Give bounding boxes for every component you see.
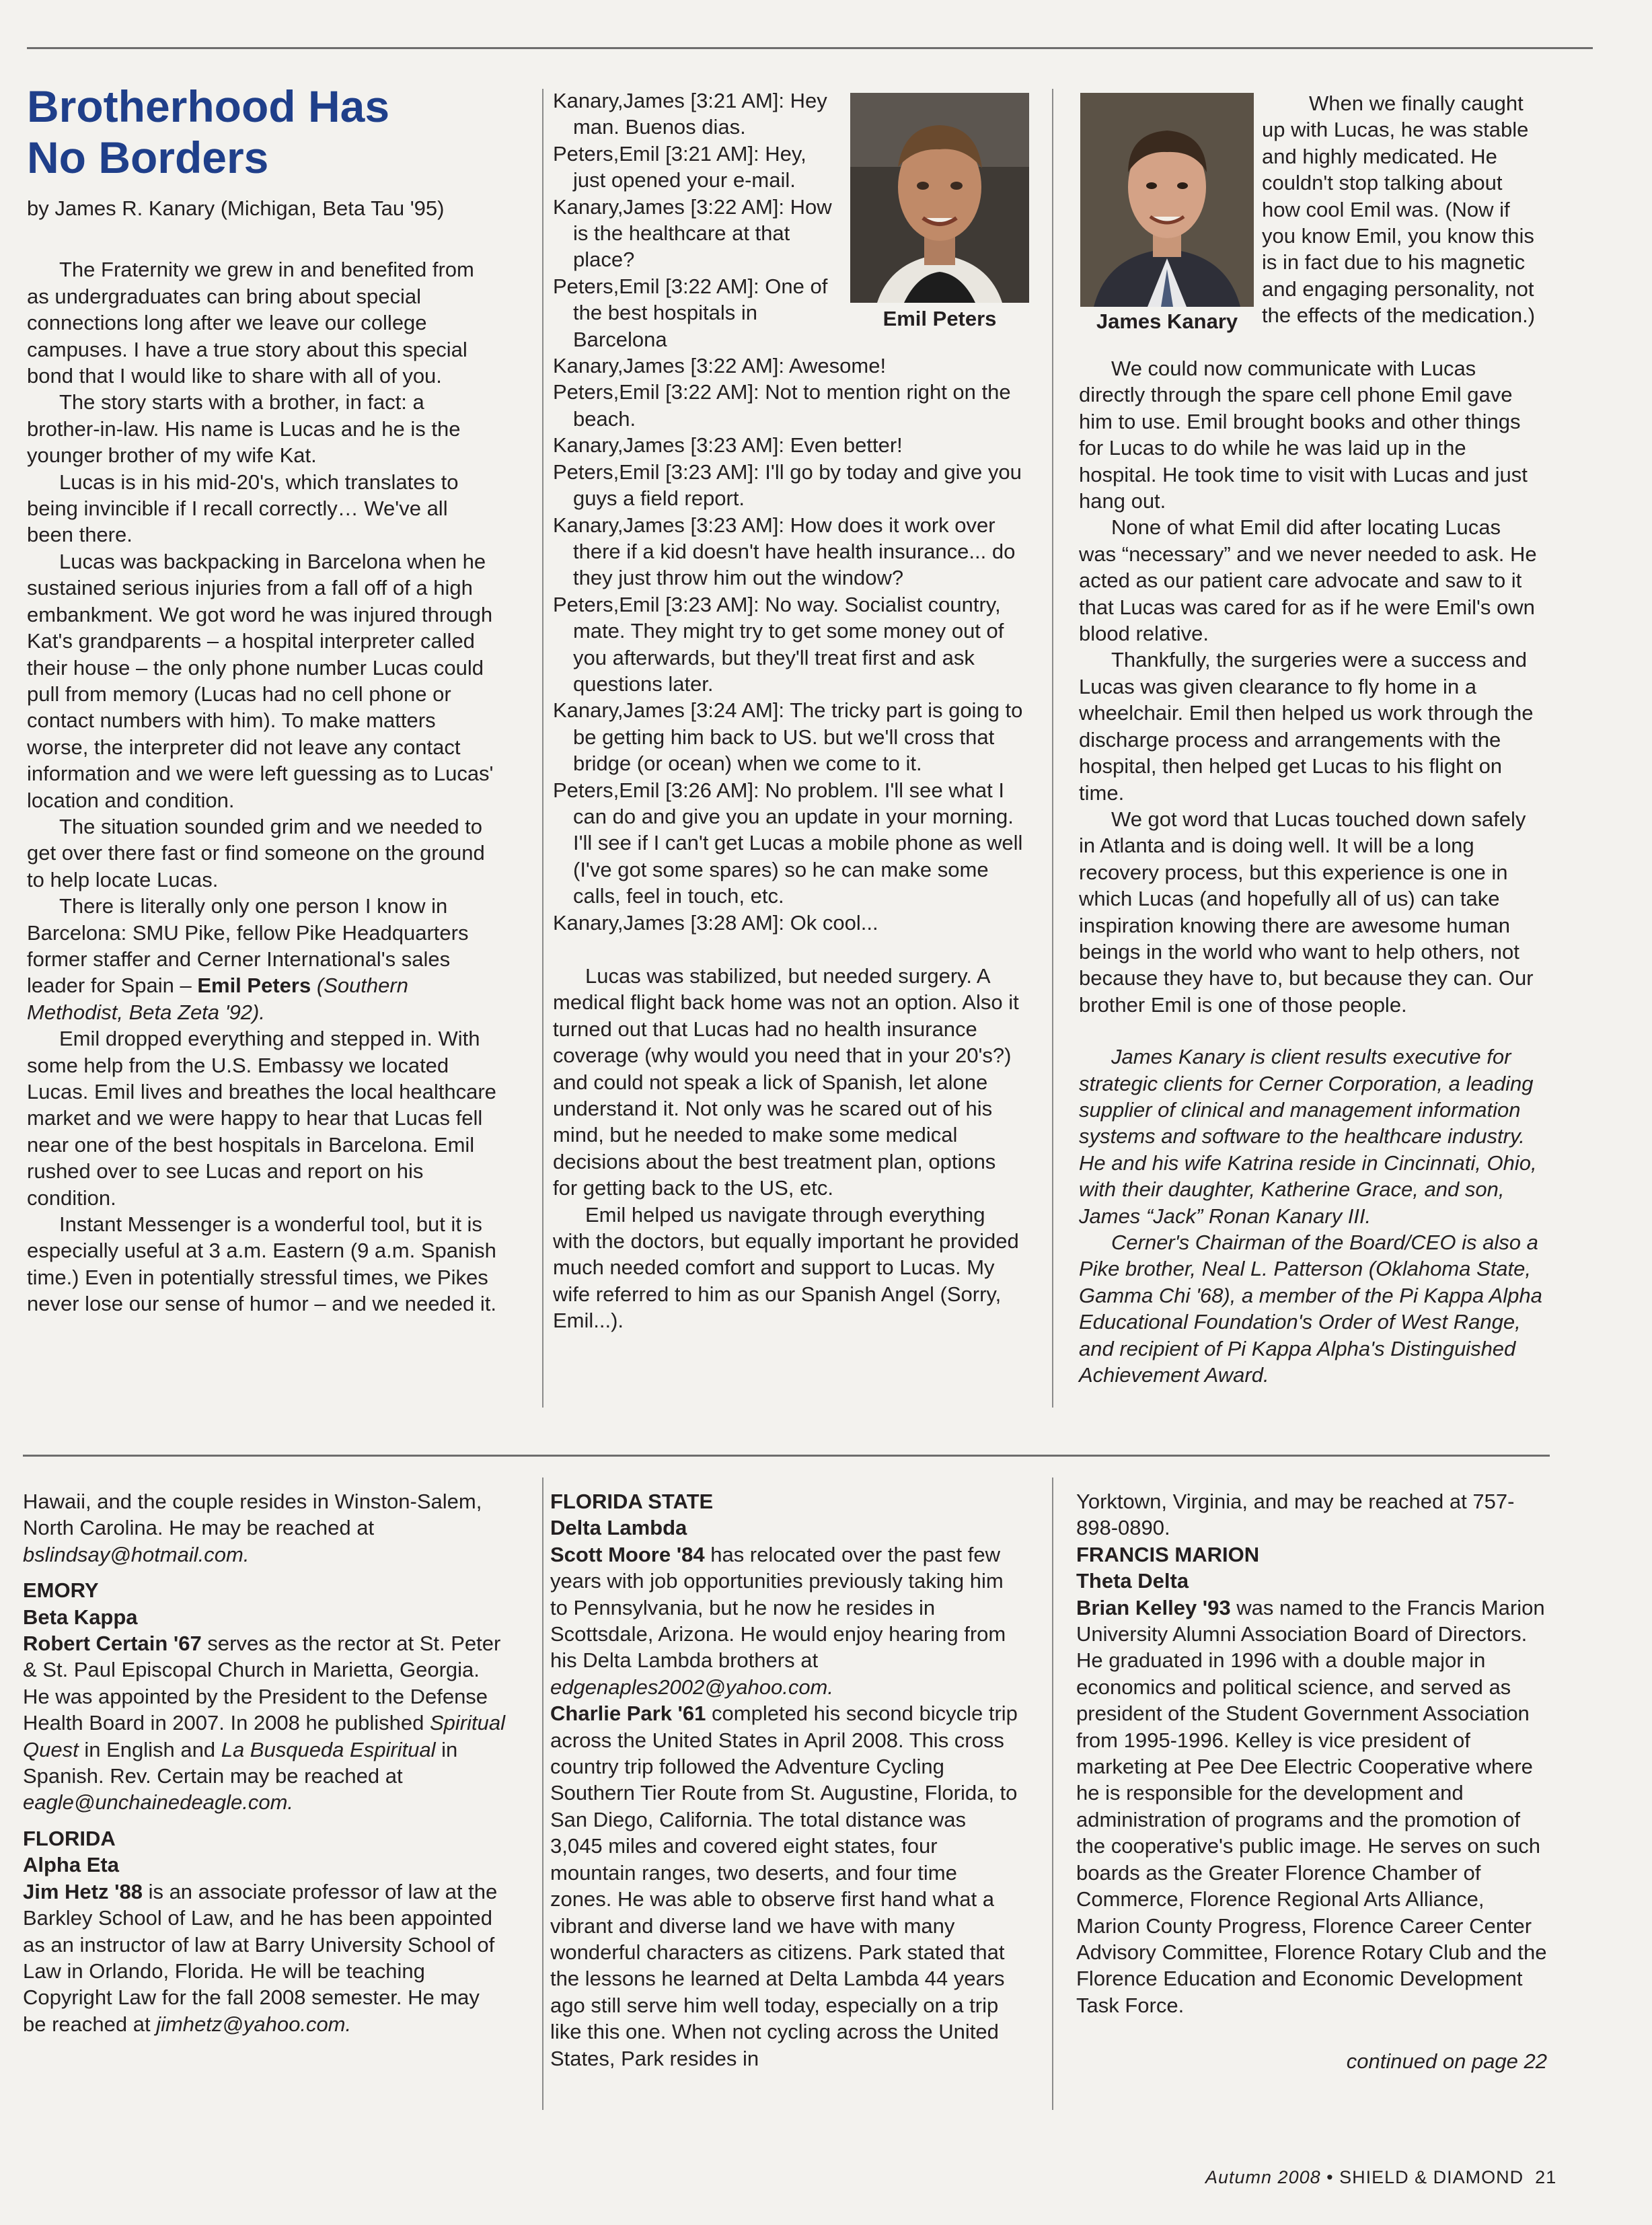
chapter-heading: Beta Kappa (23, 1605, 138, 1629)
chat-message: Peters,Emil [3:23 AM]: I'll go by today and give you guys a field report. (553, 460, 1022, 511)
top-rule (27, 47, 1593, 49)
notes-column-3 (1076, 1488, 1547, 2075)
article-paragraph: The story starts with a brother, in fact: a brother-in-law. His name is Lucas and he is the younger brother of my wife Kat. (27, 390, 461, 468)
email-address: edgenaples2002@yahoo.com. (550, 1675, 833, 1699)
page-number: 21 (1535, 2167, 1557, 2187)
note-entry (1076, 1595, 1547, 2019)
author-bio: Cerner's Chairman of the Board/CEO is also a Pike brother, Neal L. Patterson (Oklahoma State, Gamma Chi '68), a member of the Pi Kappa Alpha Educational Foundation's Order of West Range, and recipient of Pi Kappa Alpha's Distinguished Achievement Award. (1079, 1231, 1542, 1387)
chat-message: Kanary,James [3:22 AM]: Awesome! (553, 354, 887, 378)
chapter-heading: Delta Lambda (550, 1516, 687, 1540)
school-heading: FLORIDA (23, 1826, 116, 1850)
chat-message: Peters,Emil [3:21 AM]: Hey, just opened your e-mail. (553, 141, 806, 192)
chat-message: Kanary,James [3:23 AM]: Even better! (553, 433, 903, 458)
section-rule (23, 1455, 1550, 1457)
photo-caption-james: James Kanary (1096, 309, 1238, 333)
title-line-2: No Borders (27, 133, 269, 182)
email-address: jimhetz@yahoo.com. (156, 2012, 352, 2036)
article-paragraph: When we finally caught up with Lucas, he was stable and highly medicated. He couldn't stop talking about how cool Emil was. (Now if you know Emil, you know this is in fact due to his magnetic and engaging personality, not the effects of the medication.) (1262, 92, 1536, 328)
chapter-heading: Alpha Eta (23, 1853, 119, 1877)
footer-separator: • (1326, 2167, 1334, 2187)
article-column-2 (553, 87, 1024, 1334)
article-paragraph: None of what Emil did after locating Lucas was “necessary” and we never needed to ask. He acted as our patient care advocate and saw to it that Lucas was cared for as if he were Emil's own blood relative. (1079, 515, 1537, 646)
chat-log-top (553, 87, 835, 353)
article-column-1 (27, 81, 498, 1317)
james-kanary-photo (1080, 93, 1254, 307)
chat-message: Kanary,James [3:28 AM]: Ok cool... (553, 910, 878, 935)
article-column-3-top (1262, 90, 1538, 329)
note-entry (23, 1630, 507, 1816)
chat-message: Kanary,James [3:23 AM]: How does it work over there if a kid doesn't have health insurance... do they just throw him out the window? (553, 513, 1016, 590)
chat-message: Peters,Emil [3:22 AM]: Not to mention right on the beach. (553, 380, 1011, 431)
notes-column-2 (550, 1488, 1021, 2072)
email-address: bslindsay@hotmail.com. (23, 1542, 250, 1566)
paragraph-text: There is literally only one person I know in Barcelona: SMU Pike, fellow Pike Headquarters former staffer and Cerner International's sales leader for Spain – (27, 894, 469, 998)
article-paragraph: Lucas is in his mid-20's, which translates to being invincible if I recall correctly… We've all been there. (27, 470, 459, 547)
alumnus-name: Scott Moore '84 (550, 1542, 705, 1566)
article-paragraph: The Fraternity we grew in and benefited from as undergraduates can bring about special connections long after we leave our college campuses. I have a true story about this special bond that I would like to share with all of you. (27, 258, 474, 388)
note-entry (550, 1541, 1021, 1700)
alumnus-name: Charlie Park '61 (550, 1702, 706, 1726)
notes-column-1 (23, 1488, 507, 2037)
page-footer (1205, 2167, 1556, 2188)
alumnus-name: Jim Hetz '88 (23, 1879, 143, 1903)
book-title: Spiritual Quest (23, 1711, 505, 1761)
note-text: Hawaii, and the couple resides in Winston-Salem, North Carolina. He may be reached at (23, 1490, 482, 1540)
chat-message: Peters,Emil [3:26 AM]: No problem. I'll see what I can do and give you an update in your morning. I'll see if I can't get Lucas a mobile phone as well (I've got some spares) so he can make some calls, feel in touch, etc. (553, 778, 1023, 908)
continued-note: continued on page 22 (1346, 2049, 1547, 2074)
chat-message: Kanary,James [3:22 AM]: How is the healthcare at that place? (553, 194, 832, 272)
person-name: Emil Peters (197, 974, 311, 998)
note-entry (550, 1700, 1021, 2072)
chat-message: Kanary,James [3:24 AM]: The tricky part is going to be getting him back to US. but we'll cross that bridge (or ocean) when we come to it. (553, 698, 1023, 776)
byline: by James R. Kanary (Michigan, Beta Tau '95) (27, 196, 445, 220)
note-text: in English and (78, 1737, 221, 1761)
school-heading: FRANCIS MARION (1076, 1542, 1260, 1566)
article-paragraph: Instant Messenger is a wonderful tool, but it is especially useful at 3 a.m. Eastern (9 a.m. Spanish time.) Even in potentially stressful times, we Pikes never lose our sense of humor – and we needed it. (27, 1212, 496, 1316)
article-paragraph: We could now communicate with Lucas directly through the spare cell phone Emil gave him to use. Emil brought books and other things for Lucas to do while he was laid up in the hospital. He took time to visit with Lucas and just hang out. (1079, 357, 1528, 513)
article-paragraph: Emil helped us navigate through everything with the doctors, but equally important he provided much needed comfort and support to Lucas. My wife referred to him as our Spanish Angel (Sorry, Emil...). (553, 1202, 1019, 1333)
note-text: was named to the Francis Marion University Alumni Association Board of Directors. He graduated in 1996 with a double major in economics and political science, and served as president of the Student Government Association from 1995-1996. Kelley is vice president of marketing at Pee Dee Electric Cooperative where he is responsible for the development and administration of programs and the promotion of the cooperative's public image. He serves on such boards as the Greater Florence Chamber of Commerce, Florence Regional Arts Alliance, Marion County Progress, Florence Career Center Advisory Committee, Florence Rotary Club and the Florence Education and Economic Development Task Force. (1076, 1595, 1547, 2017)
column-divider (1052, 1478, 1053, 2110)
article-paragraph: We got word that Lucas touched down safely in Atlanta and is doing well. It will be a long recovery process, but this experience is one in which Lucas (and hopefully all of us) can take inspiration knowing there are awesome human beings in the world who want to help others, not because they have to, but because they can. Our brother Emil is one of those people. (1079, 807, 1534, 1017)
author-bio: James Kanary is client results executive for strategic clients for Cerner Corporation, a leading supplier of clinical and management information systems and software to the healthcare industry. He and his wife Katrina reside in Cincinnati, Ohio, with their daughter, Katherine Grace, and son, James “Jack” Ronan Kanary III. (1079, 1045, 1537, 1228)
portrait-illustration (1080, 93, 1254, 307)
article-paragraph (27, 893, 498, 1025)
note-entry: Yorktown, Virginia, and may be reached at 757-898-0890. (1076, 1490, 1515, 1540)
note-text: is an associate professor of law at the Barkley School of Law, and he has been appointed as an instructor of law at Barry University School of Law in Orlando, Florida. He will be teaching Copyright Law for the fall 2008 semester. He may be reached at (23, 1879, 498, 2036)
chapter-heading: Theta Delta (1076, 1569, 1189, 1593)
article-paragraph: Emil dropped everything and stepped in. With some help from the U.S. Embassy we located Lucas. Emil lives and breathes the local healthcare market and we were happy to hear that Lucas fell near one of the best hospitals in Barcelona. Emil rushed over to see Lucas and report on his condition. (27, 1027, 496, 1210)
chat-message: Peters,Emil [3:22 AM]: One of the best hospitals in Barcelona (553, 274, 828, 351)
note-entry (23, 1488, 507, 1568)
affiliation: (Southern Methodist, Beta Zeta '92). (27, 974, 408, 1024)
article-title (27, 81, 498, 183)
email-address: eagle@unchainedeagle.com. (23, 1790, 294, 1815)
note-text: in Spanish. Rev. Certain may be reached at (23, 1737, 458, 1788)
alumnus-name: Robert Certain '67 (23, 1632, 202, 1656)
chat-message: Peters,Emil [3:23 AM]: No way. Socialist country, mate. They might try to get some money out of you afterwards, but they'll treat first and ask questions later. (553, 592, 1004, 696)
column-divider (1052, 89, 1053, 1408)
note-text: serves as the rector at St. Peter & St. Paul Episcopal Church in Marietta, Georgia. He was appointed by the President to the Defense Health Board in 2007. In 2008 he published (23, 1632, 501, 1735)
note-entry (23, 1879, 507, 2037)
note-text: completed his second bicycle trip across the United States in April 2008. This cross country trip followed the Adventure Cycling Southern Tier Route from St. Augustine, Florida, to San Diego, California. The total distance was 3,045 miles and covered eight states, four mountain ranges, two deserts, and four time zones. He was able to observe first hand what a vibrant and diverse land we have with many wonderful characters as citizens. Park stated that the lessons he learned at Delta Lambda 44 years ago still serve him well today, especially on a trip like this one. When not cycling across the United States, Park resides in (550, 1702, 1018, 2070)
photo-caption-emil: Emil Peters (883, 307, 997, 330)
column-divider (542, 1478, 543, 2110)
alumnus-name: Brian Kelley '93 (1076, 1595, 1231, 1619)
article-paragraph: Thankfully, the surgeries were a success and Lucas was given clearance to fly home in a wheelchair. Emil then helped us work through the discharge process and arrangements with the hospital, then helped get Lucas to his flight on time. (1079, 648, 1534, 805)
school-heading: FLORIDA STATE (550, 1490, 714, 1513)
article-paragraph: The situation sounded grim and we needed to get over there fast or find someone on the ground to help locate Lucas. (27, 814, 485, 891)
chat-message: Kanary,James [3:21 AM]: Hey man. Buenos dias. (553, 89, 827, 139)
issue-season: Autumn 2008 (1205, 2167, 1321, 2187)
title-line-1: Brotherhood Has (27, 81, 390, 131)
note-text: has relocated over the past few years with job opportunities previously taking him to Pennsylvania, but he now he resides in Scottsdale, Arizona. He would enjoy hearing from his Delta Lambda brothers at (550, 1542, 1006, 1673)
book-title: La Busqueda Espiritual (221, 1737, 436, 1761)
article-paragraph: Lucas was stabilized, but needed surgery. A medical flight back home was not an option. Also it turned out that Lucas had no health insurance coverage (why would you need that in your 20's?) and could not speak a lick of Spanish, let alone understand it. Not only was he scared out of his mind, but he needed to make some medical decisions about the best treatment plan, options for getting back to the US, etc. (553, 964, 1019, 1200)
column-divider (542, 89, 543, 1408)
school-heading: EMORY (23, 1578, 99, 1603)
article-column-3 (1079, 355, 1543, 1388)
article-paragraph: Lucas was backpacking in Barcelona when he sustained serious injuries from a fall off of a high embankment. We got word he was injured through Kat's grandparents – a hospital interpreter called their house – the only phone number Lucas could pull from memory (Lucas had no cell phone or contact numbers with him). To make matters worse, the interpreter did not leave any contact information and we were left guessing as to Lucas' location and condition. (27, 549, 494, 812)
magazine-name: SHIELD & DIAMOND (1339, 2167, 1524, 2187)
